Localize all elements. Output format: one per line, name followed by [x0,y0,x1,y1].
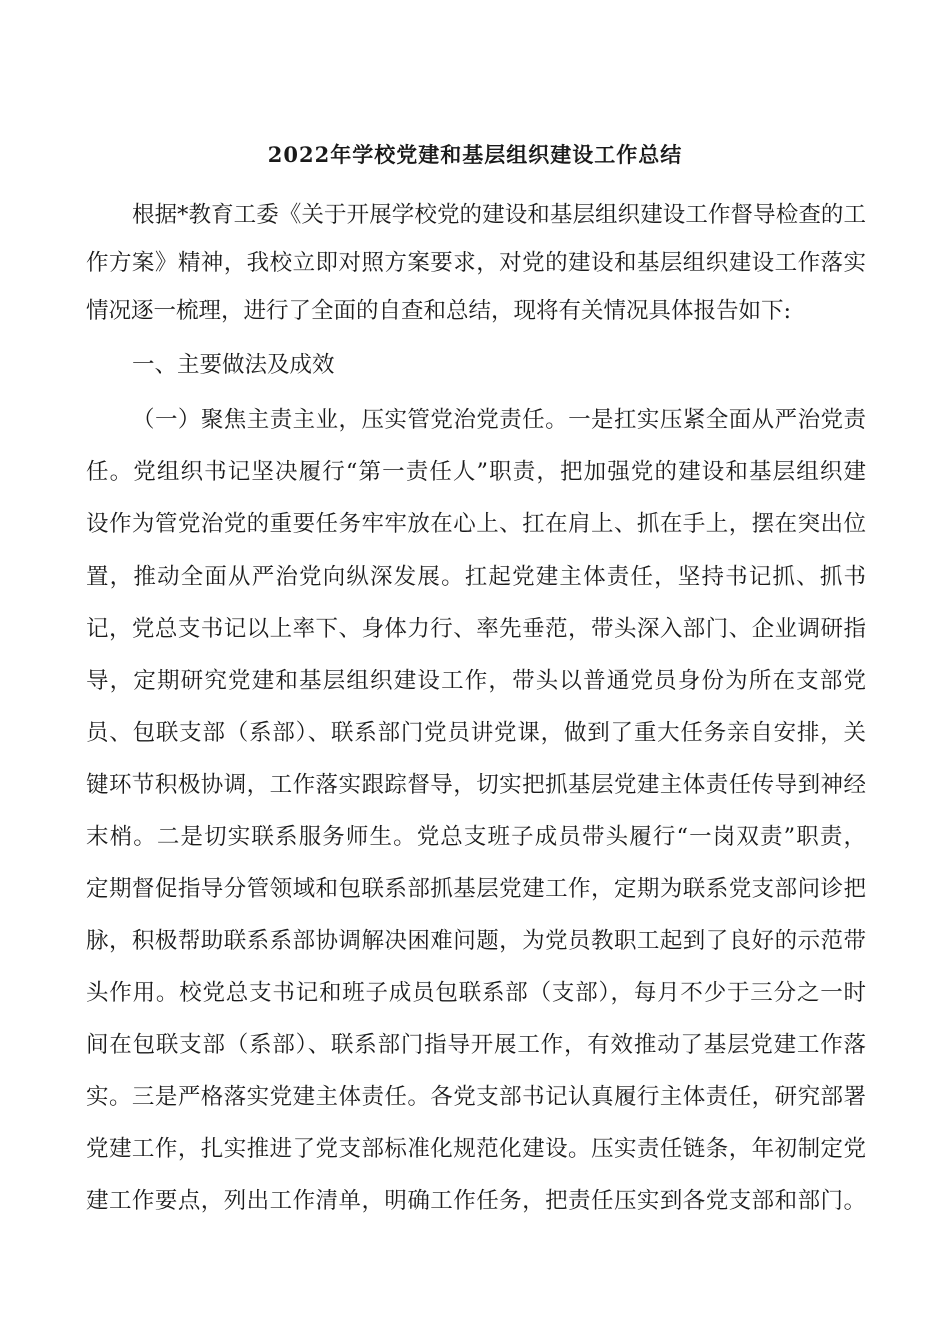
paragraph-line: 设作为管党治党的重要任务牢牢放在心上、扛在肩上、抓在手上，摆在突出位 [86,511,866,537]
document-title: 2022年学校党建和基层组织建设工作总结 [267,142,683,167]
paragraph-line: （一）聚焦主责主业，压实管党治党责任。一是扛实压紧全面从严治党责 [132,407,866,433]
section-heading: 一、主要做法及成效 [132,352,335,378]
paragraph-line: 脉，积极帮助联系系部协调解决困难问题，为党员教职工起到了良好的示范带 [86,928,866,954]
paragraph-line: 头作用。校党总支书记和班子成员包联系部（支部），每月不少于三分之一时 [86,980,866,1006]
paragraph-line: 作方案》精神，我校立即对照方案要求，对党的建设和基层组织建设工作落实 [86,250,866,276]
paragraph-line: 导，定期研究党建和基层组织建设工作，带头以普通党员身份为所在支部党 [86,668,866,694]
paragraph-line: 键环节积极协调，工作落实跟踪督导，切实把抓基层党建主体责任传导到神经 [86,772,866,798]
paragraph-line: 定期督促指导分管领域和包联系部抓基层党建工作，定期为联系党支部问诊把 [86,876,866,902]
paragraph-line: 党建工作，扎实推进了党支部标准化规范化建设。压实责任链条，年初制定党 [86,1136,866,1162]
paragraph-line: 记，党总支书记以上率下、身体力行、率先垂范，带头深入部门、企业调研指 [86,616,866,642]
paragraph-line: 末梢。二是切实联系服务师生。党总支班子成员带头履行“一岗双责”职责， [86,824,866,850]
paragraph-line: 间在包联支部（系部）、联系部门指导开展工作，有效推动了基层党建工作落 [86,1032,866,1058]
paragraph-line: 任。党组织书记坚决履行“第一责任人”职责，把加强党的建设和基层组织建 [86,459,866,485]
paragraph-line: 员、包联支部（系部）、联系部门党员讲党课，做到了重大任务亲自安排，关 [86,720,866,746]
paragraph-line: 情况逐一梳理，进行了全面的自查和总结，现将有关情况具体报告如下: [86,298,792,324]
paragraph-line: 建工作要点，列出工作清单，明确工作任务，把责任压实到各党支部和部门。 [86,1188,866,1214]
paragraph-line: 根据*教育工委《关于开展学校党的建设和基层组织建设工作督导检查的工 [132,202,866,228]
paragraph-line: 置，推动全面从严治党向纵深发展。扛起党建主体责任，坚持书记抓、抓书 [86,564,866,590]
paragraph-line: 实。三是严格落实党建主体责任。各党支部书记认真履行主体责任，研究部署 [86,1084,866,1110]
